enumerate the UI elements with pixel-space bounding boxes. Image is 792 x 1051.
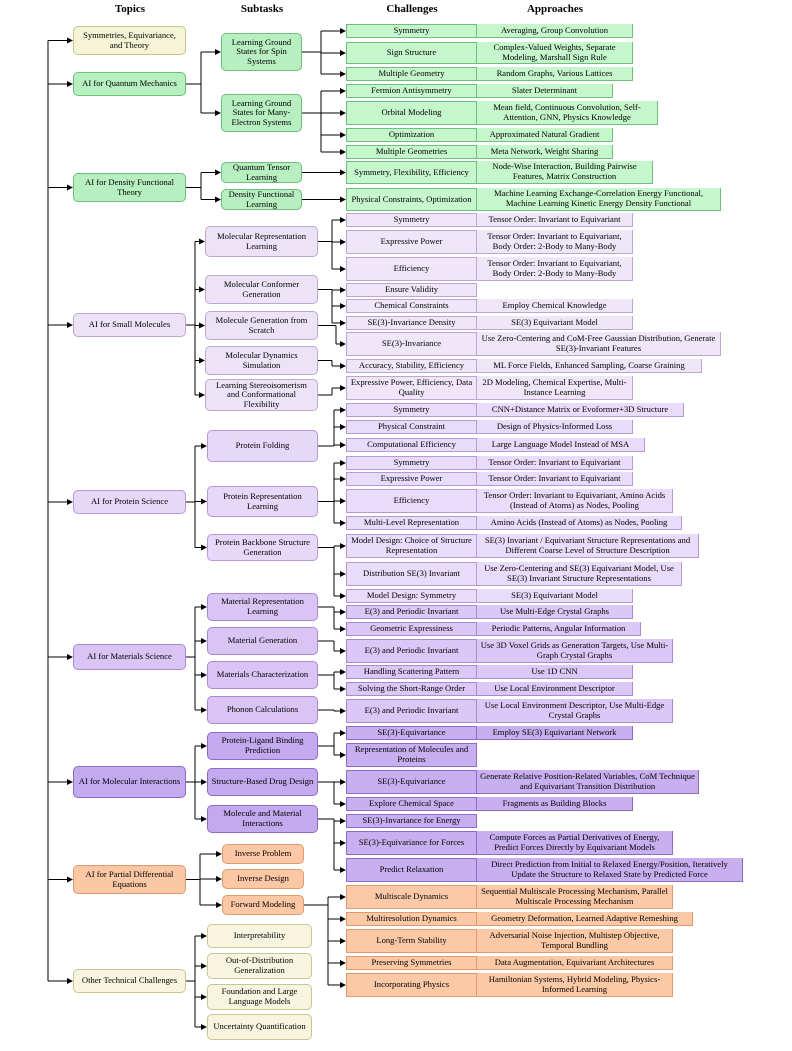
challenge-geometric-expressiness[interactable]: Geometric Expressiness: [346, 622, 477, 636]
challenge-se3-energy[interactable]: SE(3)-Invariance for Energy: [346, 814, 477, 828]
challenge-multiple-geometry[interactable]: Multiple Geometry: [346, 67, 477, 81]
approach-multiple-geometries: Meta Network, Weight Sharing: [477, 145, 613, 159]
subtask-forward-modeling[interactable]: Forward Modeling: [222, 895, 304, 915]
challenge-distribution-se3[interactable]: Distribution SE(3) Invariant: [346, 562, 477, 586]
approach-tensor: Node-Wise Interaction, Building Pairwise Features, Matrix Construction: [477, 161, 653, 184]
challenge-ensure-validity[interactable]: Ensure Validity: [346, 283, 477, 297]
approach-chemical-constraints: Employ Chemical Knowledge: [477, 299, 633, 313]
approach-orbital-modeling: Mean field, Continuous Convolution, Self-Attention, GNN, Physics Knowledge: [477, 101, 658, 125]
subtask-protein-ligand[interactable]: Protein-Ligand Binding Prediction: [207, 732, 318, 760]
approach-structure-representation: SE(3) Invariant / Equivariant Structure Representations and Different Coarse Level of Structure Description: [477, 534, 699, 558]
subtask-quantum-tensor[interactable]: Quantum Tensor Learning: [221, 162, 302, 183]
approach-pf-symmetry: CNN+Distance Matrix or Evoformer+3D Structure: [477, 403, 684, 417]
subtask-material-representation[interactable]: Material Representation Learning: [207, 593, 318, 621]
approach-e3-periodic-1: Use Multi-Edge Crystal Graphs: [477, 605, 633, 619]
approach-pr-efficiency: Tensor Order: Invariant to Equivariant, Amino Acids (Instead of Atoms) as Nodes, Pooling: [477, 489, 673, 513]
approach-multiresolution: Geometry Deformation, Learned Adaptive Remeshing: [477, 912, 693, 926]
approach-multiple-geometry: Random Graphs, Various Lattices: [477, 67, 633, 81]
challenge-sm-symmetry[interactable]: Symmetry: [346, 213, 477, 227]
subtask-material-generation[interactable]: Material Generation: [207, 627, 318, 655]
approach-sm-expressive-power: Tensor Order: Invariant to Equivariant, Body Order: 2-Body to Many-Body: [477, 230, 633, 254]
subtask-protein-folding[interactable]: Protein Folding: [207, 430, 318, 462]
subtask-many-electron[interactable]: Learning Ground States for Many-Electron Systems: [221, 94, 302, 132]
topic-symmetries[interactable]: Symmetries, Equivariance, and Theory: [73, 26, 186, 55]
challenge-qm-symmetry[interactable]: Symmetry: [346, 24, 477, 38]
challenge-e3-periodic-3[interactable]: E(3) and Periodic Invariant: [346, 699, 477, 723]
approach-multi-level: Amino Acids (Instead of Atoms) as Nodes, Pooling: [477, 516, 682, 530]
approach-model-design-symmetry: SE(3) Equivariant Model: [477, 589, 633, 603]
challenge-chemical-constraints[interactable]: Chemical Constraints: [346, 299, 477, 313]
approach-pr-expressive: Tensor Order: Invariant to Equivariant: [477, 472, 633, 486]
approach-multiscale: Sequential Multiscale Processing Mechanism, Parallel Multiscale Processing Mechanism: [477, 885, 673, 909]
subtask-spin-systems[interactable]: Learning Ground States for Spin Systems: [221, 33, 302, 71]
challenge-incorporating-physics[interactable]: Incorporating Physics: [346, 973, 477, 997]
challenge-fermion-antisymmetry[interactable]: Fermion Antisymmetry: [346, 84, 477, 98]
approach-density-functional: Machine Learning Exchange-Correlation Energy Functional, Machine Learning Kinetic Energy Density Functional: [477, 188, 721, 211]
challenge-pf-symmetry[interactable]: Symmetry: [346, 403, 477, 417]
subtask-inverse-design[interactable]: Inverse Design: [222, 869, 304, 889]
challenge-pr-symmetry[interactable]: Symmetry: [346, 456, 477, 470]
challenge-physical-constraints[interactable]: Physical Constraints, Optimization: [346, 188, 477, 211]
approach-e3-periodic-3: Use Local Environment Descriptor, Use Multi-Edge Crystal Graphs: [477, 699, 673, 723]
approach-long-term-stability: Adversarial Noise Injection, Multistep Objective, Temporal Bundling: [477, 929, 673, 953]
header-topics: Topics: [114, 3, 146, 15]
approach-sm-symmetry: Tensor Order: Invariant to Equivariant: [477, 213, 633, 227]
challenge-sm-expressive-power[interactable]: Expressive Power: [346, 230, 477, 254]
topic-materials-science[interactable]: AI for Materials Science: [73, 644, 186, 670]
subtask-molecular-representation[interactable]: Molecular Representation Learning: [205, 226, 318, 257]
challenge-preserving-symmetries[interactable]: Preserving Symmetries: [346, 956, 477, 970]
challenge-accuracy-stability[interactable]: Accuracy, Stability, Efficiency: [346, 359, 477, 373]
approach-pr-symmetry: Tensor Order: Invariant to Equivariant: [477, 456, 633, 470]
topic-molecular-interactions[interactable]: AI for Molecular Interactions: [73, 766, 186, 798]
challenge-multiple-geometries[interactable]: Multiple Geometries: [346, 145, 477, 159]
challenge-multiscale[interactable]: Multiscale Dynamics: [346, 885, 477, 909]
approach-sm-efficiency: Tensor Order: Invariant to Equivariant, Body Order: 2-Body to Many-Body: [477, 257, 633, 281]
challenge-short-range-order[interactable]: Solving the Short-Range Order: [346, 682, 477, 696]
approach-fermion-antisymmetry: Slater Determinant: [477, 84, 613, 98]
approach-scattering-pattern: Use 1D CNN: [477, 665, 633, 679]
topic-quantum-mechanics[interactable]: AI for Quantum Mechanics: [73, 72, 186, 96]
challenge-model-design-symmetry[interactable]: Model Design: Symmetry: [346, 589, 477, 603]
challenge-optimization[interactable]: Optimization: [346, 128, 477, 142]
approach-incorporating-physics: Hamiltonian Systems, Hybrid Modeling, Physics-Informed Learning: [477, 973, 673, 997]
challenge-e3-periodic-1[interactable]: E(3) and Periodic Invariant: [346, 605, 477, 619]
challenge-e3-periodic-2[interactable]: E(3) and Periodic Invariant: [346, 639, 477, 663]
approach-optimization: Approximated Natural Gradient: [477, 128, 613, 142]
subtask-ood-generalization[interactable]: Out-of-Distribution Generalization: [207, 953, 312, 979]
topic-dft[interactable]: AI for Density Functional Theory: [73, 173, 186, 202]
approach-geometric-expressiness: Periodic Patterns, Angular Information: [477, 622, 641, 636]
approach-dd-se3: Generate Relative Position-Related Variables, CoM Technique and Equivariant Transition Distribution: [477, 770, 699, 794]
challenge-se3-density[interactable]: SE(3)-Invariance Density: [346, 316, 477, 330]
challenge-multiresolution[interactable]: Multiresolution Dynamics: [346, 912, 477, 926]
challenge-pr-expressive[interactable]: Expressive Power: [346, 472, 477, 486]
subtask-stereoisomerism[interactable]: Learning Stereoisomerism and Conformational Flexibility: [205, 379, 318, 411]
approach-qm-symmetry: Averaging, Group Convolution: [477, 24, 633, 38]
challenge-representation-molecules[interactable]: Representation of Molecules and Proteins: [346, 743, 477, 767]
approach-se3-forces: Compute Forces as Partial Derivatives of Energy, Predict Forces Directly by Equivariant Models: [477, 831, 673, 855]
approach-pl-se3: Employ SE(3) Equivariant Network: [477, 726, 633, 740]
challenge-pl-se3[interactable]: SE(3)-Equivariance: [346, 726, 477, 740]
challenge-se3-invariance[interactable]: SE(3)-Invariance: [346, 332, 477, 356]
topic-pde[interactable]: AI for Partial Differential Equations: [73, 865, 186, 894]
approach-stereo: 2D Modeling, Chemical Expertise, Multi-Instance Learning: [477, 376, 633, 400]
subtask-molecular-dynamics[interactable]: Molecular Dynamics Simulation: [205, 346, 318, 375]
approach-computational-efficiency: Large Language Model Instead of MSA: [477, 438, 645, 452]
subtask-uncertainty[interactable]: Uncertainty Quantification: [207, 1014, 312, 1040]
subtask-generation-scratch[interactable]: Molecule Generation from Scratch: [205, 311, 318, 340]
subtask-interpretability[interactable]: Interpretability: [207, 924, 312, 948]
subtask-molecule-material[interactable]: Molecule and Material Interactions: [207, 805, 318, 833]
approach-md: ML Force Fields, Enhanced Sampling, Coarse Graining: [477, 359, 702, 373]
topic-small-molecules[interactable]: AI for Small Molecules: [73, 313, 186, 337]
approach-e3-periodic-2: Use 3D Voxel Grids as Generation Targets, Use Multi-Graph Crystal Graphs: [477, 639, 673, 663]
challenge-multi-level[interactable]: Multi-Level Representation: [346, 516, 477, 530]
topic-protein-science[interactable]: AI for Protein Science: [73, 490, 186, 514]
challenge-tensor-symmetry[interactable]: Symmetry, Flexibility, Efficiency: [346, 161, 477, 184]
challenge-physical-constraint[interactable]: Physical Constraint: [346, 420, 477, 434]
challenge-structure-representation[interactable]: Model Design: Choice of Structure Representation: [346, 534, 477, 558]
challenge-stereo-expressive[interactable]: Expressive Power, Efficiency, Data Quality: [346, 376, 477, 400]
approach-distribution-se3: Use Zero-Centering and SE(3) Equivariant Model, Use SE(3) Invariant Structure Representations: [477, 562, 682, 586]
challenge-computational-efficiency[interactable]: Computational Efficiency: [346, 438, 477, 452]
subtask-protein-backbone[interactable]: Protein Backbone Structure Generation: [207, 534, 318, 561]
approach-chemical-space: Fragments as Building Blocks: [477, 797, 633, 811]
challenge-pr-efficiency[interactable]: Efficiency: [346, 489, 477, 513]
subtask-drug-design[interactable]: Structure-Based Drug Design: [207, 768, 318, 796]
header-challenges: Challenges: [386, 3, 438, 15]
challenge-long-term-stability[interactable]: Long-Term Stability: [346, 929, 477, 953]
approach-preserving-symmetries: Data Augmentation, Equivariant Architectures: [477, 956, 673, 970]
approach-se3-density: SE(3) Equivariant Model: [477, 316, 633, 330]
approach-physical-constraint: Design of Physics-Informed Loss: [477, 420, 633, 434]
subtask-protein-representation[interactable]: Protein Representation Learning: [207, 486, 318, 517]
challenge-dd-se3[interactable]: SE(3)-Equivariance: [346, 770, 477, 794]
challenge-sm-efficiency[interactable]: Efficiency: [346, 257, 477, 281]
approach-sign-structure: Complex-Valued Weights, Separate Modeling, Marshall Sign Rule: [477, 42, 633, 64]
subtask-phonon[interactable]: Phonon Calculations: [207, 696, 318, 724]
challenge-chemical-space[interactable]: Explore Chemical Space: [346, 797, 477, 811]
subtask-inverse-problem[interactable]: Inverse Problem: [222, 844, 304, 864]
challenge-sign-structure[interactable]: Sign Structure: [346, 42, 477, 64]
header-approaches: Approaches: [526, 3, 584, 15]
subtask-foundation-llm[interactable]: Foundation and Large Language Models: [207, 984, 312, 1010]
approach-predict-relaxation: Direct Prediction from Initial to Relaxed Energy/Position, Iteratively Update the Structure to Relaxed State by Predicted Force: [477, 858, 743, 882]
challenge-predict-relaxation[interactable]: Predict Relaxation: [346, 858, 477, 882]
subtask-conformer-generation[interactable]: Molecular Conformer Generation: [205, 275, 318, 304]
approach-short-range-order: Use Local Environment Descriptor: [477, 682, 633, 696]
approach-se3-invariance: Use Zero-Centering and CoM-Free Gaussian Distribution, Generate SE(3)-Invariant Features: [477, 332, 721, 356]
topic-other-challenges[interactable]: Other Technical Challenges: [73, 969, 186, 993]
subtask-materials-characterization[interactable]: Materials Characterization: [207, 661, 318, 689]
challenge-orbital-modeling[interactable]: Orbital Modeling: [346, 101, 477, 125]
challenge-scattering-pattern[interactable]: Handling Scattering Pattern: [346, 665, 477, 679]
challenge-se3-forces[interactable]: SE(3)-Equivariance for Forces: [346, 831, 477, 855]
header-subtasks: Subtasks: [240, 3, 284, 15]
subtask-density-functional[interactable]: Density Functional Learning: [221, 189, 302, 210]
